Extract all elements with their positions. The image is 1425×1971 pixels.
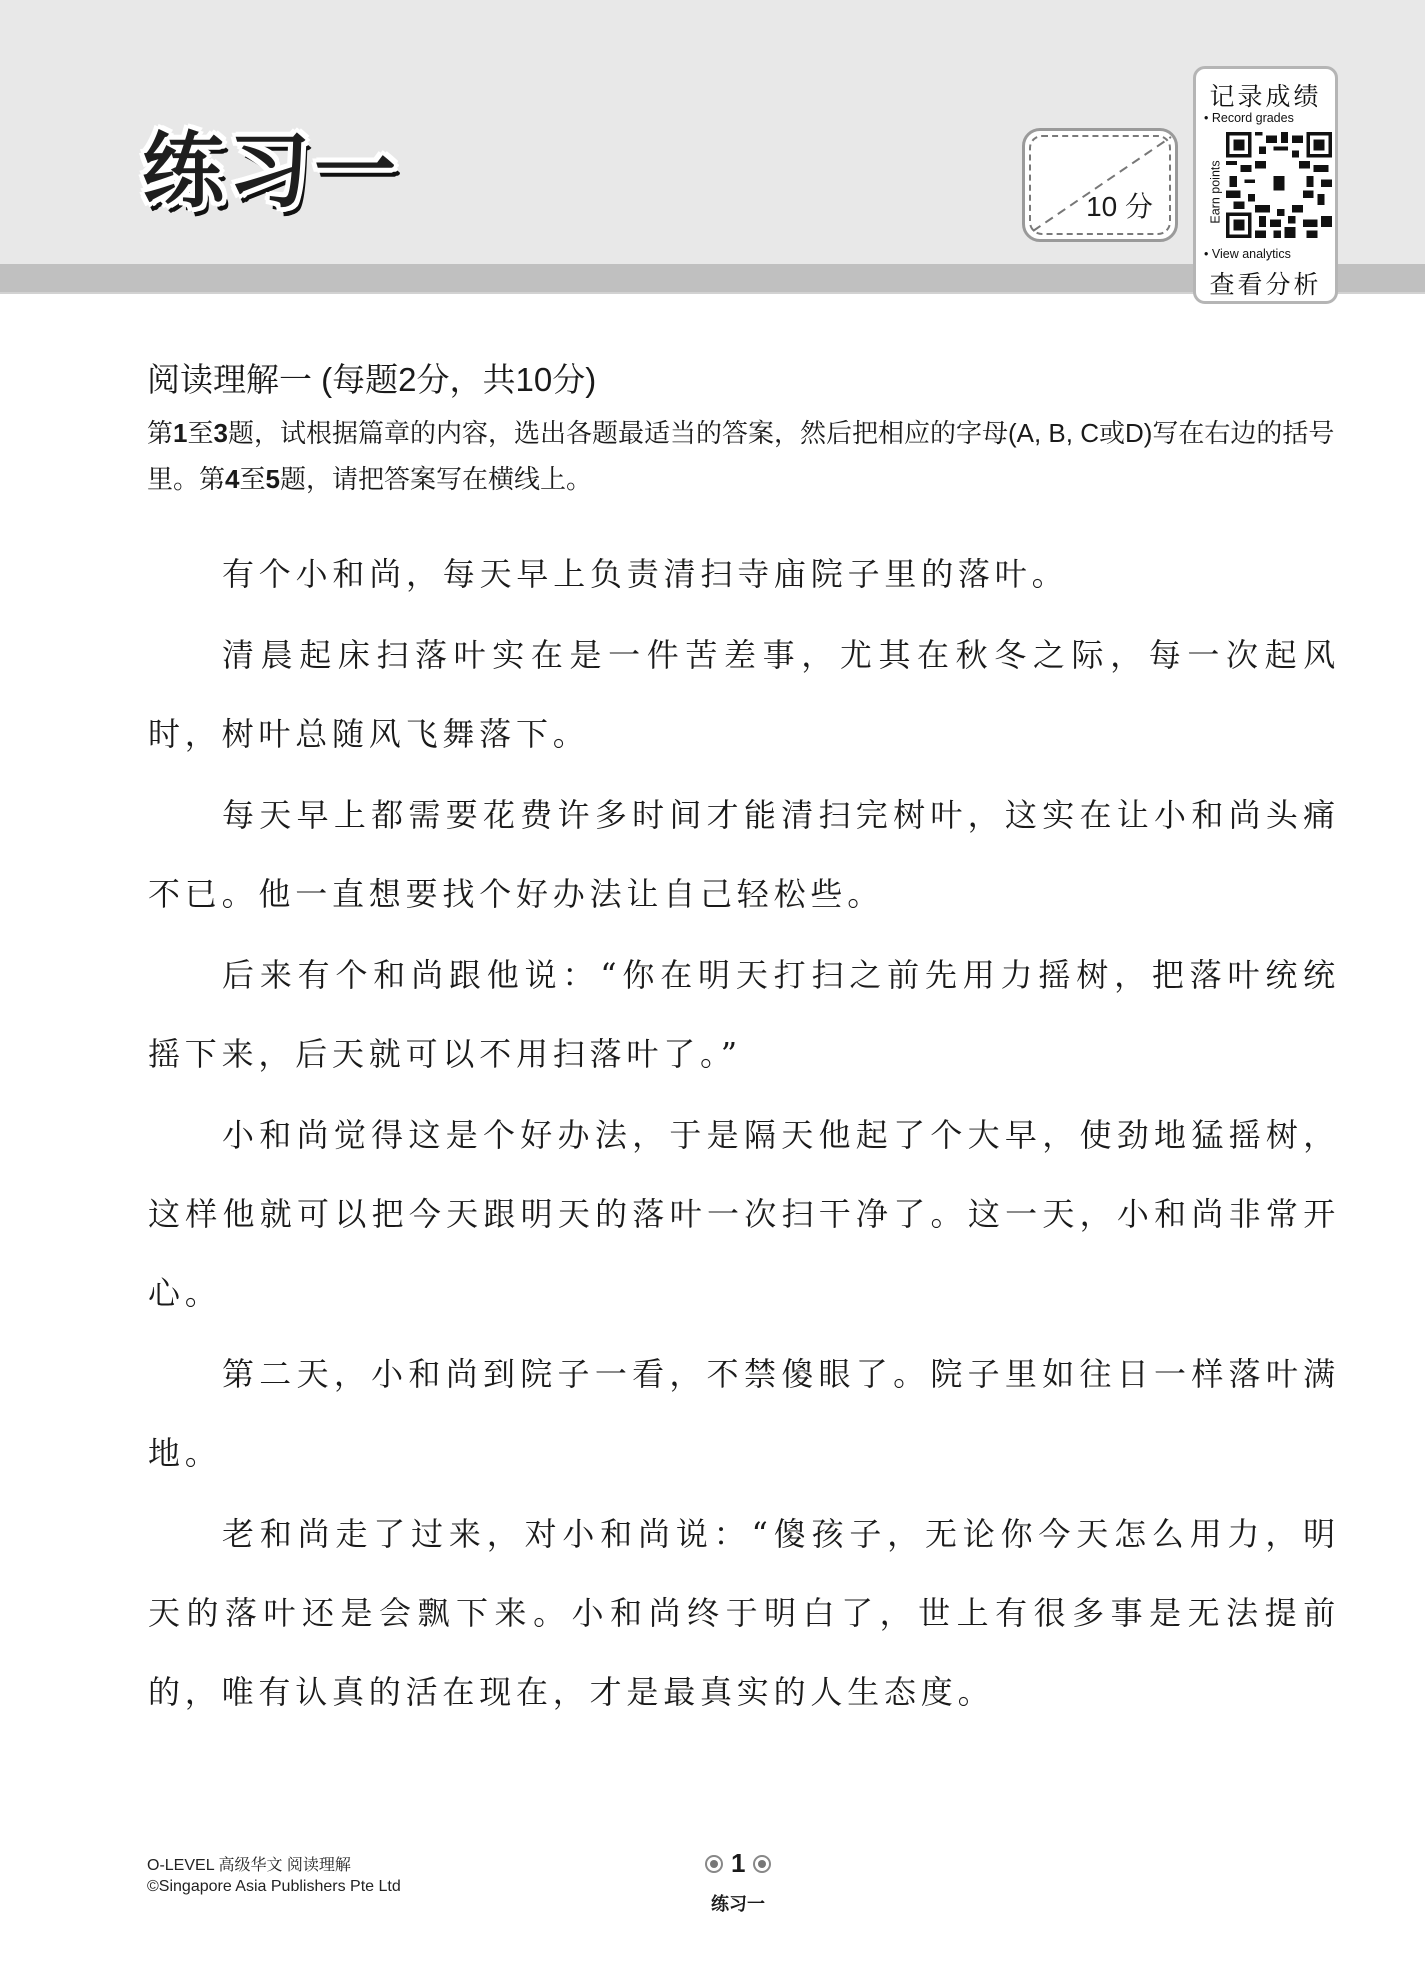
passage-paragraph: 后来有个和尚跟他说：“你在明天打扫之前先用力摇树，把落叶统统摇下来，后天就可以不用扫落叶了。” xyxy=(148,956,1340,1073)
footer-info xyxy=(147,1855,401,1897)
footer-copyright: ©Singapore Asia Publishers Pte Ltd xyxy=(147,1878,401,1895)
question-number: 1 xyxy=(173,418,188,448)
page-label: 练习一 xyxy=(711,1894,765,1915)
score-total: 10 分 xyxy=(1086,191,1153,222)
reading-passage xyxy=(148,535,1340,1734)
qr-bottom-label: 查看分析 xyxy=(1209,270,1322,299)
passage-paragraph: 每天早上都需要花费许多时间才能清扫完树叶，这实在让小和尚头痛不已。他一直想要找个好办法让自己轻松些。 xyxy=(148,796,1340,913)
question-number: 4 xyxy=(225,464,240,494)
instructions-text: 题，试根据篇章的内容，选出各题最适当的答案，然后把相应的字母(A, B, C或D)写在右边的括号里。第 xyxy=(147,418,1335,494)
qr-code-icon[interactable] xyxy=(1226,129,1332,241)
instructions xyxy=(147,410,1342,502)
passage-paragraph: 清晨起床扫落叶实在是一件苦差事，尤其在秋冬之际，每一次起风时，树叶总随风飞舞落下。 xyxy=(148,636,1340,753)
instructions-text: 题，请把答案写在横线上。 xyxy=(279,464,592,494)
passage-paragraph: 老和尚走了过来，对小和尚说：“傻孩子，无论你今天怎么用力，明天的落叶还是会飘下来。小和尚终于明白了，世上有很多事是无法提前的，唯有认真的活在现在，才是最真实的人生态度。 xyxy=(148,1515,1340,1711)
section-heading: 阅读理解一 (每题2分，共10分) xyxy=(147,361,597,398)
page-number xyxy=(705,1848,771,1879)
qr-top-label: 记录成绩 xyxy=(1209,82,1322,111)
passage-paragraph: 第二天，小和尚到院子一看，不禁傻眼了。院子里如往日一样落叶满地。 xyxy=(148,1355,1340,1472)
qr-card[interactable] xyxy=(1193,66,1338,304)
qr-side-label: Earn points xyxy=(1208,160,1223,224)
footer-book-title: O-LEVEL 高级华文 阅读理解 xyxy=(147,1857,351,1874)
question-number: 5 xyxy=(265,464,280,494)
instructions-text: 至 xyxy=(187,418,214,448)
page-number-value: 1 xyxy=(731,1848,746,1878)
page-dot-icon xyxy=(753,1855,771,1873)
score-box xyxy=(1022,128,1178,242)
instructions-text: 至 xyxy=(239,464,266,494)
qr-view-label: • View analytics xyxy=(1204,247,1291,261)
passage-paragraph: 有个小和尚，每天早上负责清扫寺庙院子里的落叶。 xyxy=(222,555,1069,593)
instructions-text: 第 xyxy=(147,418,174,448)
question-number: 3 xyxy=(213,418,228,448)
passage-paragraph: 小和尚觉得这是个好办法，于是隔天他起了个大早，使劲地猛摇树，这样他就可以把今天跟明天的落叶一次扫干净了。这一天，小和尚非常开心。 xyxy=(148,1116,1340,1312)
qr-record-label: • Record grades xyxy=(1204,111,1294,125)
page-dot-icon xyxy=(705,1855,723,1873)
exercise-title: 练习一 xyxy=(142,123,401,219)
